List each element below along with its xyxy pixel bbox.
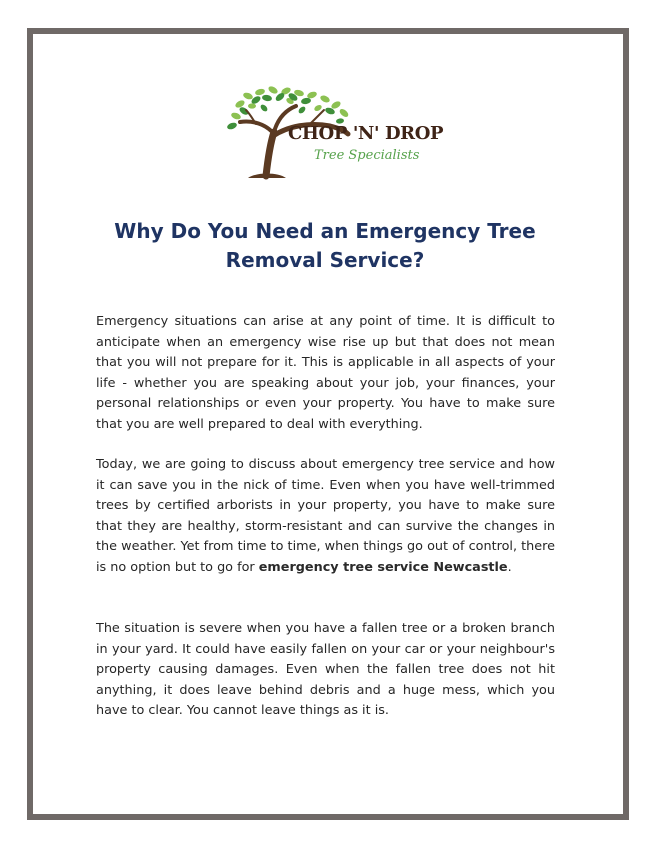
logo-brand-name: CHOP 'N' DROP bbox=[288, 123, 444, 144]
company-logo bbox=[226, 84, 444, 180]
paragraph-3: The situation is severe when you have a fallen tree or a broken branch in your yard. It could have easily fallen on your car or your neighbour's property causing damages. Even when the fallen tree does not hit anything, it does leave behind debris and a huge mess, which you have to clear. You cannot leave things as it is. bbox=[96, 621, 555, 719]
paragraph-1: Emergency situations can arise at any point of time. It is difficult to anticipate when an emergency wise rise up but that does not mean that you will not prepare for it. This is applicable in all aspects of your life - whether you are speaking about your job, your finances, your personal relationships or even your property. You have to make sure that you are well prepared to deal with everything. bbox=[96, 314, 555, 432]
emergency-tree-service-link[interactable]: emergency tree service Newcastle bbox=[258, 559, 508, 575]
page-title: Why Do You Need an Emergency Tree Removal Service? bbox=[114, 219, 536, 272]
logo-tagline: Tree Specialists bbox=[314, 148, 420, 163]
paragraph-2 bbox=[96, 455, 555, 579]
paragraph-2-end: . bbox=[507, 559, 512, 575]
paragraph-2-text: Today, we are going to discuss about emergency tree service and how it can save you in the nick of time. Even when you have well-trimmed trees by certified arborists in your property, you have to make sure that they are healthy, storm-resistant and can survive the changes in the weather. Yet from time to time, when things go out of control, there is no option but to go for bbox=[96, 457, 555, 575]
